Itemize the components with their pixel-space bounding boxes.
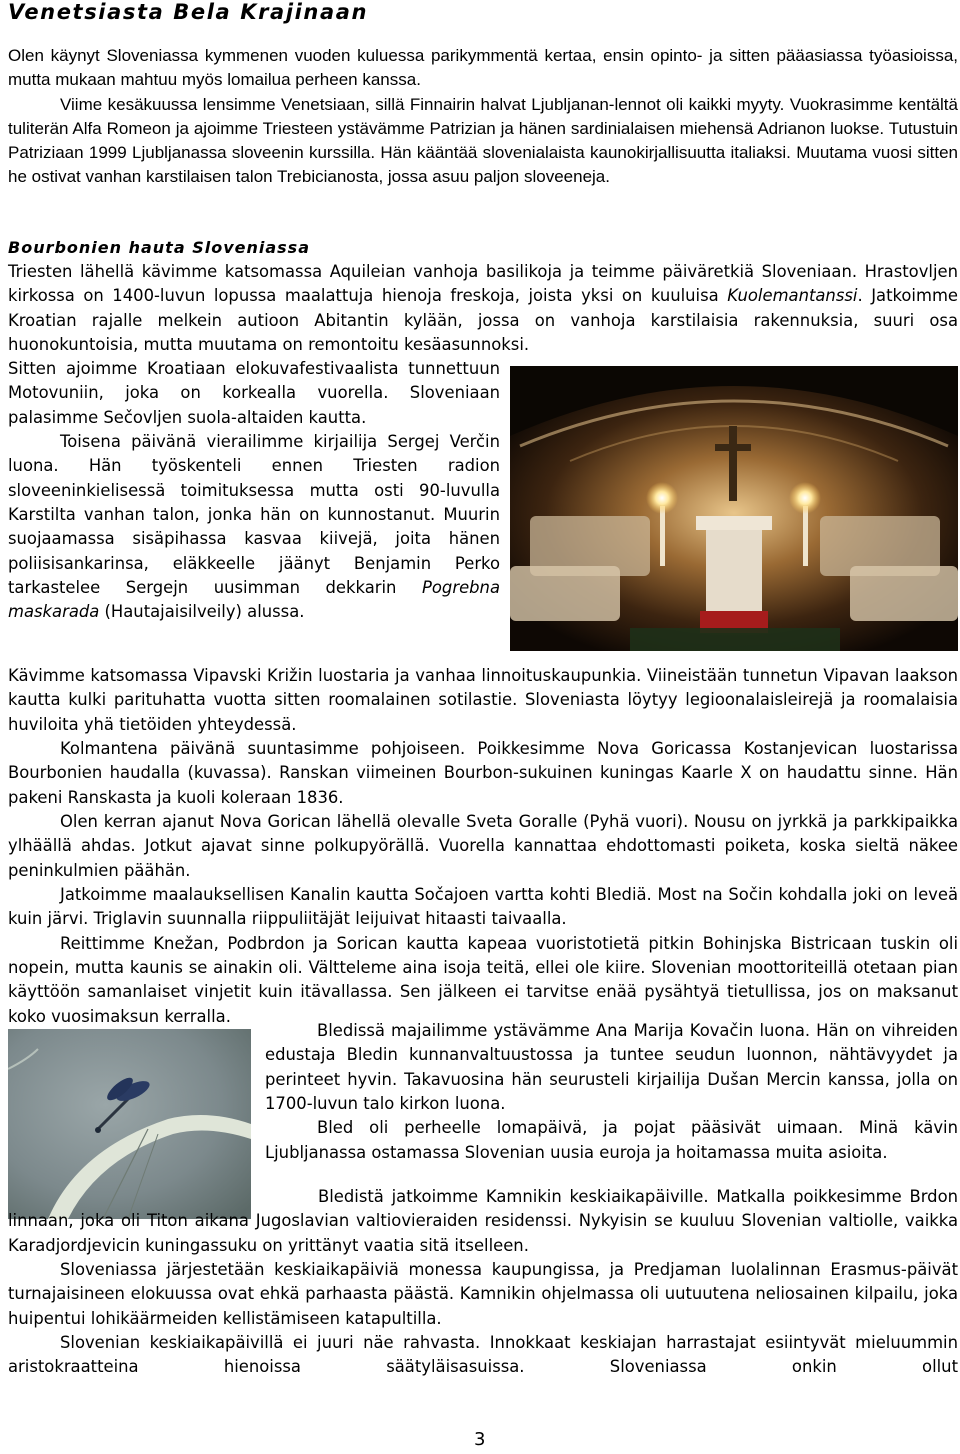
paragraph-motovun: Sitten ajoimme Kroatiaan elokuvafestivaalista tunnettuun Motovuniin, joka on korkealla vuorella. Sloveniaan palasimme Sečovljen suola-altaiden kautta.	[8, 359, 500, 427]
paragraph-vipava: Kävimme katsomassa Vipavski Križin luostaria ja vanhaa linnoituskaupunkia. Viineistään tunnetun Vipavan laakson kautta kulki parituhatta vuotta sitten roomalainen sotilastie. Sloveniasta löytyy legioonalaisleirejä ja roomalaisia huviloita yhä tietöiden yhteydessä.	[8, 666, 958, 734]
italic-title: Kuolemantanssi	[727, 286, 858, 306]
paragraph-bourbon-tomb: Kolmantena päivänä suuntasimme pohjoiseen. Poikkesimme Nova Goricassa Kostanjevican luostarissa Bourbonien haudalla (kuvassa). Ranskan viimeinen Bourbon-sukuinen kuningas Kaarle X on haudattu sinne. Hän pakeni Ranskasta ja kuoli koleraan 1836.	[8, 739, 958, 807]
text-span: . Jatkoimme Kroatian rajalle melkein autioon Abitantin kylään, jossa on vanhoja karstilaisia rakennuksia, suuri osa huonokuntoisia, mutta muutama on remontoitu kesäasunnoksi.	[8, 286, 959, 355]
paragraph-bled-host: Bledissä majailimme ystävämme Ana Marija Kovačin luona. Hän on vihreiden edustaja Bledin kunnanvaltuustossa ja tuntee seudun luonnon, nähtävyydet ja perinteet hyvin. Takavuosina hän seurusteli kirjailija Dušan Mercin kanssa, jolla on 1700-luvun talo kirkon luona.	[265, 1021, 958, 1114]
intro-paragraph-1: Olen käynyt Sloveniassa kymmenen vuoden kuluessa parikymmentä kertaa, ensin opinto- ja sitten pääasiassa työasioissa, mutta mukaan mahtuu myös lomailua perheen kanssa.	[8, 46, 958, 90]
text-span: (Hautajaisilveily) alussa.	[99, 602, 305, 622]
paragraph-sveta-gora: Olen kerran ajanut Nova Gorican lähellä olevalle Sveta Goralle (Pyhä vuori). Nousu on jyrkkä ja parkkipaikka ylhäällä ahdas. Jotkut ajavat sinne polkupyörällä. Vuorella kannattaa ehdottomasti poiketa, koska sieltä näkee peninkulmien päähän.	[8, 812, 958, 880]
paragraph-kamnik: Bledistä jatkoimme Kamnikin keskiaikapäiville. Matkalla poikkesimme Brdon linnaan, joka oli Titon aikana Jugoslavian valtiovieraiden residenssi. Nykyisin se kuuluu Slovenian valtiolle, vaikka Karadjordjevicin kuningassuku on yrittänyt vaatia sitä itselleen.	[8, 1187, 958, 1255]
text-span: Toisena päivänä vierailimme kirjailija Sergej Verčin luona. Hän työskenteli ennen Triesten radion sloveeninkielisessä toimituksessa mutta osti 90-luvulla Karstilta vanhan talon, jonka hän on kunnostanut. Muurin suojaamassa sisäpihassa kasvaa kiivejä, joita hänen poliisisankarinsa, eläkkeelle jäänyt Benjamin Perko tarkastelee Sergejn uusimman dekkarin	[8, 432, 500, 598]
paragraph-medieval-days: Sloveniassa järjestetään keskiaikapäiviä monessa kaupungissa, ja Predjaman luolalinnan Erasmus-päivät turnajaisineen elokuussa ovat ehkä parhaasta päästä. Kamnikin ohjelmassa oli uutuutena neliosainen kilpailu, joka huipentui lohikäärmeiden kellistämiseen katapultilla.	[8, 1260, 958, 1328]
paragraph-verc	[8, 430, 500, 625]
section-motovun	[8, 357, 500, 625]
paragraph-aristocrats: Slovenian keskiaikapäivillä ei juuri näe rahvasta. Innokkaat keskiajan harrastajat esiintyvät mieluummin aristokraatteina hienoissa säätyläisasuissa. Sloveniassa onkin ollut	[8, 1333, 958, 1377]
italic-title: Pogrebna maskarada	[8, 578, 500, 622]
section-bled	[265, 1019, 958, 1165]
paragraph-soca: Jatkoimme maalauksellisen Kanalin kautta Sočajoen vartta kohti Blediä. Most na Sočin kohdalla joki on leveä kuin järvi. Triglavin suunnalla riippuliitäjät leijuivat hitaasti taivaalla.	[8, 885, 958, 929]
section-travel-north	[8, 664, 958, 1029]
section-aquileia	[8, 260, 958, 357]
section-kamnik	[8, 1185, 958, 1380]
intro-section	[8, 44, 958, 190]
page-number: 3	[474, 1429, 486, 1450]
paragraph-bled-day: Bled oli perheelle lomapäivä, ja pojat pääsivät uimaan. Minä kävin Ljubljanassa ostamassa Slovenian uusia euroja ja hoitamassa muita asioita.	[265, 1118, 958, 1162]
intro-paragraph-2: Viime kesäkuussa lensimme Venetsiaan, sillä Finnairin halvat Ljubljanan-lennot oli kaikki myyty. Vuokrasimme kentältä tuliterän Alfa Romeon ja ajoimme Triesteen ystävämme Patrizian ja hänen sardinialaisen miehensä Adrianon luokse. Tutustuin Patriziaan 1999 Ljubljanassa sloveenin kurssilla. Hän kääntää slovenialaista kaunokirjallisuutta italiaksi. Muutama vuosi sitten he ostivat vanhan karstilaisen talon Trebicianosta, jossa asuu paljon sloveeneja.	[8, 94, 958, 187]
crypt-photo	[510, 366, 958, 651]
article-title: Venetsiasta Bela Krajinaan	[8, 0, 369, 24]
section-heading: Bourbonien hauta Sloveniassa	[8, 238, 310, 257]
text-span: Triesten lähellä kävimme katsomassa Aquileian vanhoja basilikoja ja teimme päiväretkiä Sloveniaan. Hrastovljen kirkossa on 1400-luvun lopussa maalattuja hienoja freskoja, joista yksi on kuuluisa	[8, 262, 958, 306]
paragraph-aquileia	[8, 260, 958, 357]
paragraph-route: Reittimme Knežan, Podbrdon ja Sorican kautta kapeaa vuoristotietä pitkin Bohinjska Bistricaan tuskin oli nopein, mutta kaunis se ainakin oli. Vältteleme aina isoja teitä, ellei ole kiire. Slovenian moottoriteillä otetaan pian käyttöön samanlaiset vinjetit kuin itävallassa. Sen jälkeen ei tarvitse enää pysähtyä tietullissa, jos on maksanut koko vuosimaksun kerralla.	[8, 933, 958, 1026]
